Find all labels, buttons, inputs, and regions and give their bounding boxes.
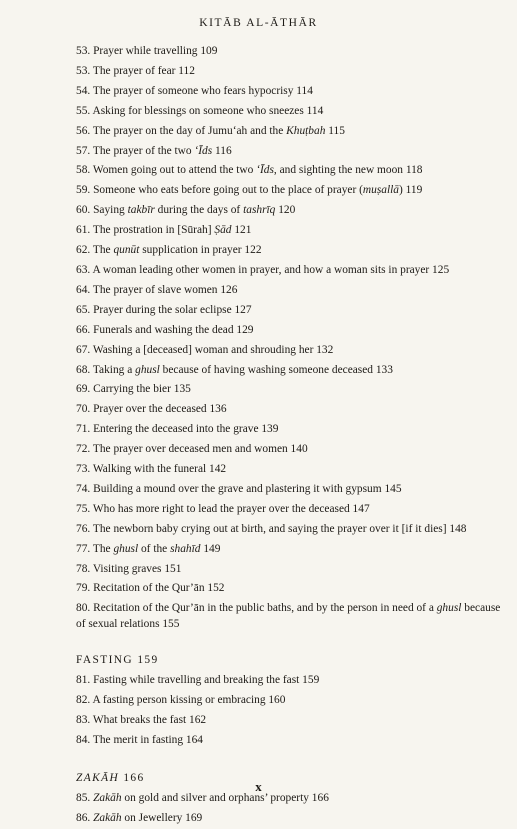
toc-entry-number: 75. — [76, 502, 93, 515]
toc-entry — [76, 809, 506, 829]
toc-entry-text: Visiting graves 151 — [92, 562, 182, 575]
toc-entry-text: Washing a [deceased] woman and shrouding her 132 — [92, 343, 334, 356]
toc-entry-number: 71. — [76, 423, 94, 436]
toc-entry-number: 85. — [76, 791, 94, 804]
toc-entry-text: Who has more right to lead the prayer over the deceased 147 — [92, 502, 370, 515]
toc-entry-number: 72. — [76, 443, 93, 456]
toc-entry-number: 82. — [76, 694, 93, 707]
toc-entry — [76, 341, 506, 361]
toc-entry-text: Women going out to attend the two — [92, 164, 257, 177]
toc-entry-term: Zakāh — [93, 811, 122, 824]
toc-entry-number: 83. — [76, 714, 93, 727]
toc-entry — [76, 201, 506, 221]
toc-entry-term: muṣallā — [362, 184, 399, 197]
toc-entry-number: 79. — [76, 582, 94, 595]
toc-entry-number: 53. — [76, 64, 93, 77]
toc-entry-text: The merit in fasting 164 — [92, 734, 203, 746]
toc-list-prayer — [76, 42, 506, 632]
toc-entry-text: ) 119 — [398, 184, 423, 197]
toc-entry-number: 55. — [76, 104, 93, 117]
toc-entry-term: Khuṭbah — [286, 124, 326, 137]
toc-entry — [76, 102, 506, 122]
toc-entry-term: Zakāh — [93, 791, 122, 804]
toc-entry-number: 60. — [76, 204, 94, 217]
toc-entry — [76, 500, 506, 520]
toc-entry-text: Prayer while travelling 109 — [93, 45, 218, 57]
toc-entry-number: 73. — [76, 463, 93, 476]
toc-entry-text: The prayer of the two — [92, 144, 195, 157]
toc-entry — [76, 520, 506, 540]
toc-entry — [76, 560, 506, 580]
toc-entry-number: 62. — [76, 244, 93, 257]
section-gap — [76, 632, 506, 651]
toc-entry — [76, 361, 506, 381]
toc-entry-term: tashrīq — [243, 204, 276, 217]
toc-entry — [76, 601, 506, 632]
toc-entry-number: 53. — [76, 45, 94, 57]
toc-entry — [76, 42, 506, 62]
toc-entry-number: 76. — [76, 522, 93, 535]
toc-entry — [76, 731, 506, 751]
toc-entry-text: Prayer over the deceased 136 — [93, 403, 227, 416]
toc-entry-text: , and sighting the new moon 118 — [273, 164, 423, 177]
toc-entry-number: 58. — [76, 164, 93, 177]
toc-entry — [76, 142, 506, 162]
toc-entry — [76, 221, 506, 241]
toc-entry-term: Ṣād — [214, 224, 232, 237]
toc-list-fasting — [76, 671, 506, 751]
toc-entry — [76, 82, 506, 102]
running-head: KITĀB AL-ĀTHĀR — [199, 17, 318, 29]
toc-entry-term: ‘Īds — [194, 144, 213, 157]
toc-entry-number: 64. — [76, 283, 93, 296]
toc-entry — [76, 420, 506, 440]
toc-entry-number: 74. — [76, 482, 94, 495]
toc-entry-text: The — [92, 542, 114, 555]
toc-entry-term: ghusl — [113, 542, 139, 555]
toc-entry-number: 57. — [76, 144, 93, 157]
toc-entry-number: 68. — [76, 363, 93, 376]
toc-entry-term: ‘Īds — [256, 164, 274, 177]
toc-entry-text: The prostration in [Sūrah] — [92, 224, 215, 237]
toc-entry-term: ghusl — [135, 363, 160, 376]
toc-entry-text: 120 — [275, 204, 296, 217]
toc-entry-text: because of having washing someone deceased 133 — [159, 363, 393, 376]
toc-entry-number: 61. — [76, 224, 93, 237]
toc-entry — [76, 579, 506, 599]
toc-entry — [76, 691, 506, 711]
toc-entry-text: The prayer of slave women 126 — [92, 283, 238, 296]
toc-entry — [76, 261, 506, 281]
section-page: 159 — [137, 654, 159, 667]
toc-entry-number: 80. — [76, 602, 94, 615]
toc-entry-text: 116 — [212, 144, 232, 157]
toc-entry — [76, 460, 506, 480]
toc-entry-number: 56. — [76, 124, 93, 137]
toc-entry-number: 67. — [76, 343, 93, 356]
page-number: x — [255, 779, 262, 794]
toc-entry-text: during the days of — [154, 204, 244, 217]
toc-entry-number: 86. — [76, 811, 94, 824]
toc-entry-text: 115 — [325, 124, 345, 137]
toc-entry-text: The prayer on the day of Jumu‘ah and the — [92, 124, 287, 137]
toc-entry-text: Recitation of the Qur’ān 152 — [93, 582, 225, 595]
toc-entry-term: qunūt — [113, 244, 140, 257]
toc-entry — [76, 711, 506, 731]
toc-entry-text: because of sexual relations 155 — [76, 602, 501, 630]
toc-entry — [76, 241, 506, 261]
toc-entry — [76, 301, 506, 321]
toc-entry-number: 63. — [76, 263, 93, 276]
toc-entry-text: 149 — [200, 542, 221, 555]
toc-entry-text: The prayer over deceased men and women 140 — [92, 443, 308, 456]
section-title: FASTING — [76, 654, 134, 667]
toc-entry-text: Taking a — [92, 363, 136, 376]
toc-entry-text: Recitation of the Qur’ān in the public baths, and by the person in need of a — [93, 602, 437, 615]
section-gap — [76, 751, 506, 769]
toc-entry-text: on gold and silver and orphans’ property 166 — [121, 791, 329, 804]
section-title: ZAKĀH — [76, 771, 120, 784]
toc-entry — [76, 161, 506, 181]
toc-entry-number: 77. — [76, 542, 93, 555]
toc-entry-text: A woman leading other women in prayer, and how a woman sits in prayer 125 — [92, 263, 450, 276]
toc-entry-number: 78. — [76, 562, 93, 575]
toc-entry-term: ghusl — [436, 602, 462, 615]
toc-entry-number: 59. — [76, 184, 94, 197]
section-heading-fasting — [76, 651, 506, 671]
toc-entry-text: Fasting while travelling and breaking the fast 159 — [93, 674, 320, 687]
toc-entry-text: Entering the deceased into the grave 139 — [93, 423, 279, 436]
toc-entry-text: Funerals and washing the dead 129 — [93, 323, 254, 336]
toc-entry-number: 84. — [76, 734, 93, 746]
toc-entry — [76, 321, 506, 341]
toc-entry-term: shahīd — [170, 542, 201, 555]
toc-entry-text: A fasting person kissing or embracing 160 — [92, 694, 286, 707]
toc-entry — [76, 181, 506, 201]
toc-entry-text: 121 — [231, 224, 252, 237]
toc-entry — [76, 380, 506, 400]
toc-entry-number: 81. — [76, 674, 94, 687]
toc-entry-text: The prayer of someone who fears hypocrisy 114 — [92, 84, 313, 97]
toc-entry — [76, 400, 506, 420]
toc-entry — [76, 62, 506, 82]
toc-entry — [76, 480, 506, 500]
toc-entry-text: supplication in prayer 122 — [139, 244, 262, 257]
toc-entry — [76, 122, 506, 142]
toc-entry-text: Prayer during the solar eclipse 127 — [93, 303, 252, 316]
toc-entry-number: 66. — [76, 323, 94, 336]
toc-entry — [76, 540, 506, 560]
toc-entry-number: 65. — [76, 303, 94, 316]
toc-entry-text: Building a mound over the grave and plastering it with gypsum 145 — [93, 482, 402, 495]
toc-entry-text: Asking for blessings on someone who sneezes 114 — [92, 104, 324, 117]
toc-entry-text: Walking with the funeral 142 — [92, 463, 227, 476]
toc-entry-text: Someone who eats before going out to the place of prayer ( — [93, 184, 363, 197]
toc-entry — [76, 281, 506, 301]
table-of-contents — [76, 42, 506, 829]
toc-entry — [76, 440, 506, 460]
toc-entry-number: 70. — [76, 403, 94, 416]
toc-entry-text: The — [92, 244, 114, 257]
toc-entry-text: of the — [138, 542, 171, 555]
section-page: 166 — [123, 771, 145, 784]
toc-entry-text: The newborn baby crying out at birth, and saying the prayer over it [if it dies] 148 — [92, 522, 467, 535]
toc-entry-text: Carrying the bier 135 — [93, 383, 191, 396]
toc-entry — [76, 671, 506, 691]
toc-entry-text: on Jewellery 169 — [121, 811, 203, 824]
toc-entry-text: What breaks the fast 162 — [92, 714, 207, 727]
toc-entry-number: 69. — [76, 383, 94, 396]
toc-entry-text: The prayer of fear 112 — [92, 64, 195, 77]
toc-entry-term: takbīr — [127, 204, 155, 217]
toc-entry-text: Saying — [93, 204, 128, 217]
toc-entry-number: 54. — [76, 84, 93, 97]
